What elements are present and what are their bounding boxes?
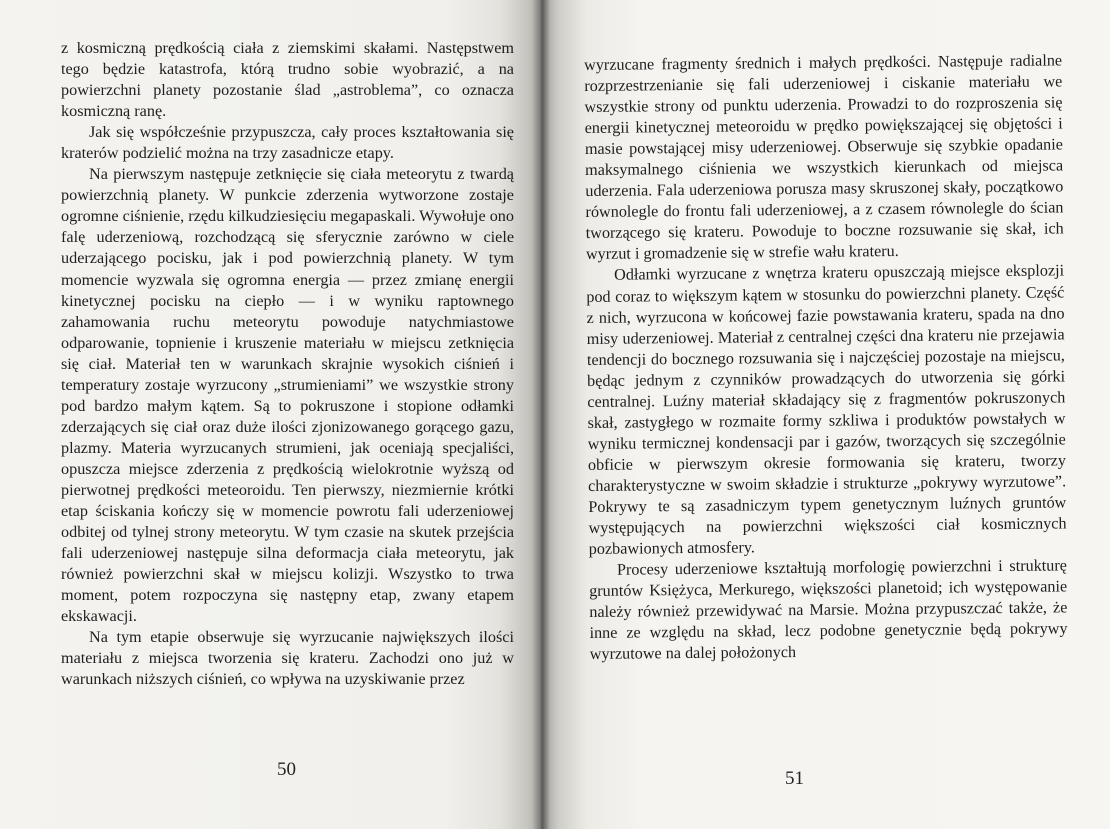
paragraph: z kosmiczną prędkością ciała z ziemskimi skałami. Następstwem tego będzie katastrofa, którą trudno sobie wyobrazić, a na powierzchni planety pozostanie ślad „astroblema”, co oznacza kosmiczną ranę.	[61, 39, 514, 121]
page-number: 51	[785, 768, 804, 789]
book-gutter	[532, 0, 550, 829]
page-number: 50	[277, 759, 296, 780]
right-page	[542, 0, 1110, 829]
paragraph: wyrzucane fragmenty średnich i małych prędkości. Następuje radialne rozprzestrzenianie się fali uderzeniowej i ciskanie materiału we wszystkie strony od punktu uderzenia. Prowadzi to do rozproszenia się energii kinetycznej meteoroidu w prędko powiększającej się objętości i masie powstającej misy uderzeniowej. Obserwuje się szybkie opadanie maksymalnego ciśnienia we wszystkich kierunkach od miejsca uderzenia. Fala uderzeniowa porusza masy skruszonej skały, początkowo równolegle do frontu fali uderzeniowej, a z czasem równolegle do ścian tworzącego się krateru. Powoduje to boczne rozsuwanie się skał, ich wyrzut i gromadzenie się w strefie wału krateru.	[584, 51, 1064, 264]
paragraph: Procesy uderzeniowe kształtują morfologię powierzchni i strukturę gruntów Księżyca, Merkurego, większości planetoid; ich występowanie należy również przewidywać na Marsie. Można przypuszczać także, że inne ze względu na skład, lecz podobne genetycznie będą pokrywy wyrzutowe na dalej położonych	[589, 556, 1068, 664]
paragraph: Odłamki wyrzucane z wnętrza krateru opuszczają miejsce eksplozji pod coraz to większym kątem w stosunku do powierzchni planety. Część z nich, wyrzucona w końcowej fazie powstawania krateru, spada na dno misy uderzeniowej. Materiał z centralnej części dna krateru nie przejawia tendencji do bocznego rozsuwania się i najczęściej pozostaje na miejscu, będąc jednym z czynników prowadzących do utworzenia się górki centralnej. Luźny materiał składający się z fragmentów pokruszonych skał, zastygłego w rozmaite formy szkliwa i produktów powstałych w wyniku termicznej kondensacji par i gazów, tworzących się szczególnie obficie w pierwszym okresie formowania się krateru, tworzy charakterystyczne w swoim składzie i strukturze „pokrywy wyrzutowe”. Pokrywy te są zasadniczym typem genetycznym luźnych gruntów występujących na powierzchni większości ciał kosmicznych pozbawionych atmosfery.	[586, 261, 1067, 559]
right-page-text	[584, 50, 1068, 665]
paragraph: Jak się współcześnie przypuszcza, cały proces kształtowania się kraterów podzielić można na trzy zasadnicze etapy.	[61, 123, 514, 163]
paragraph: Na pierwszym następuje zetknięcie się ciała meteorytu z twardą powierzchnią planety. W punkcie zderzenia wytworzone zostaje ogromne ciśnienie, rzędu kilkudziesięciu megapaskali. Wywołuje ono falę uderzeniową, rozchodzącą się sferycznie zarówno w ciele uderzającego pocisku, jak i pod powierzchnią planety. W tym momencie wyzwala się ogromna energia — przez zmianę energii kinetycznej pocisku na ciepło — i w wyniku raptownego zahamowania ruchu meteorytu powoduje natychmiastowe odparowanie, topnienie i kruszenie materiału w miejscu zetknięcia się ciał. Materiał ten w warunkach skrajnie wysokich ciśnień i temperatury zostaje wyrzucony „strumieniami” we wszystkie strony pod bardzo małym kątem. Są to pokruszone i stopione odłamki zderzających się ciał oraz duże ilości zjonizowanego gorącego gazu, plazmy. Materia wyrzucanych strumieni, jak oceniają specjaliści, opuszcza miejsce zderzenia z prędkością wielokrotnie wyższą od pierwotnej prędkości meteoroidu. Ten pierwszy, niezmiernie krótki etap ściskania kończy się w momencie powrotu fali uderzeniowej odbitej od tylnej strony meteorytu. W tym czasie na skutek przejścia fali uderzeniowej następuje silna deformacja ciała meteorytu, jak również powierzchni skał w miejscu kolizji. Wszystko to trwa moment, potem rozpoczyna się następny etap, zwany etapem ekskawacji.	[61, 165, 514, 626]
left-page-text	[61, 38, 514, 690]
paragraph: Na tym etapie obserwuje się wyrzucanie największych ilości materiału z miejsca tworzenia się krateru. Zachodzi ono już w warunkach niższych ciśnień, co wpływa na uzyskiwanie przez	[61, 628, 514, 689]
left-page	[0, 0, 542, 829]
